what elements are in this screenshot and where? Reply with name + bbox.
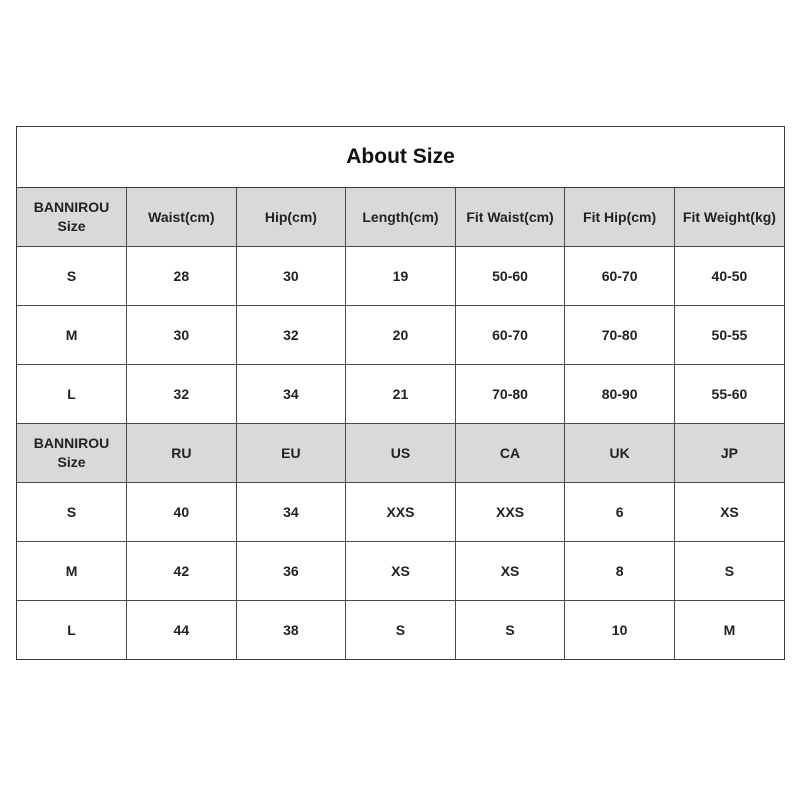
size-cell: S <box>17 247 127 306</box>
table-row <box>17 247 784 306</box>
size-cell: L <box>17 365 127 424</box>
value-cell: S <box>674 542 784 601</box>
header-cell: CA <box>455 424 565 483</box>
table-row <box>17 601 784 660</box>
value-cell: 28 <box>127 247 237 306</box>
value-cell: S <box>455 601 565 660</box>
value-cell: 6 <box>565 483 675 542</box>
value-cell: 60-70 <box>455 306 565 365</box>
value-cell: 40 <box>127 483 237 542</box>
table-row <box>17 542 784 601</box>
size-table <box>17 188 784 659</box>
value-cell: 42 <box>127 542 237 601</box>
value-cell: 30 <box>127 306 237 365</box>
header-cell: US <box>346 424 456 483</box>
value-cell: 10 <box>565 601 675 660</box>
value-cell: 36 <box>236 542 346 601</box>
brand-size-header: BANNIROU Size <box>17 188 127 247</box>
value-cell: 55-60 <box>674 365 784 424</box>
value-cell: 21 <box>346 365 456 424</box>
value-cell: XS <box>455 542 565 601</box>
size-cell: M <box>17 306 127 365</box>
chart-title: About Size <box>17 127 784 188</box>
header-cell: Waist(cm) <box>127 188 237 247</box>
size-cell: M <box>17 542 127 601</box>
value-cell: 50-60 <box>455 247 565 306</box>
conversion-header-row <box>17 424 784 483</box>
size-chart <box>16 126 785 660</box>
size-cell: L <box>17 601 127 660</box>
table-row <box>17 365 784 424</box>
table-row <box>17 483 784 542</box>
value-cell: XS <box>674 483 784 542</box>
header-cell: Fit Waist(cm) <box>455 188 565 247</box>
value-cell: 40-50 <box>674 247 784 306</box>
header-cell: EU <box>236 424 346 483</box>
value-cell: 70-80 <box>455 365 565 424</box>
value-cell: XXS <box>346 483 456 542</box>
value-cell: 38 <box>236 601 346 660</box>
header-cell: Hip(cm) <box>236 188 346 247</box>
header-cell: Fit Hip(cm) <box>565 188 675 247</box>
value-cell: XS <box>346 542 456 601</box>
value-cell: 20 <box>346 306 456 365</box>
header-cell: Length(cm) <box>346 188 456 247</box>
value-cell: S <box>346 601 456 660</box>
value-cell: 34 <box>236 483 346 542</box>
size-cell: S <box>17 483 127 542</box>
value-cell: 70-80 <box>565 306 675 365</box>
value-cell: 32 <box>127 365 237 424</box>
value-cell: 8 <box>565 542 675 601</box>
value-cell: 32 <box>236 306 346 365</box>
value-cell: 19 <box>346 247 456 306</box>
value-cell: 50-55 <box>674 306 784 365</box>
value-cell: 80-90 <box>565 365 675 424</box>
header-cell: UK <box>565 424 675 483</box>
header-cell: RU <box>127 424 237 483</box>
value-cell: M <box>674 601 784 660</box>
value-cell: 44 <box>127 601 237 660</box>
header-cell: Fit Weight(kg) <box>674 188 784 247</box>
brand-size-header: BANNIROU Size <box>17 424 127 483</box>
value-cell: 30 <box>236 247 346 306</box>
measurement-header-row <box>17 188 784 247</box>
value-cell: XXS <box>455 483 565 542</box>
value-cell: 34 <box>236 365 346 424</box>
table-row <box>17 306 784 365</box>
value-cell: 60-70 <box>565 247 675 306</box>
header-cell: JP <box>674 424 784 483</box>
